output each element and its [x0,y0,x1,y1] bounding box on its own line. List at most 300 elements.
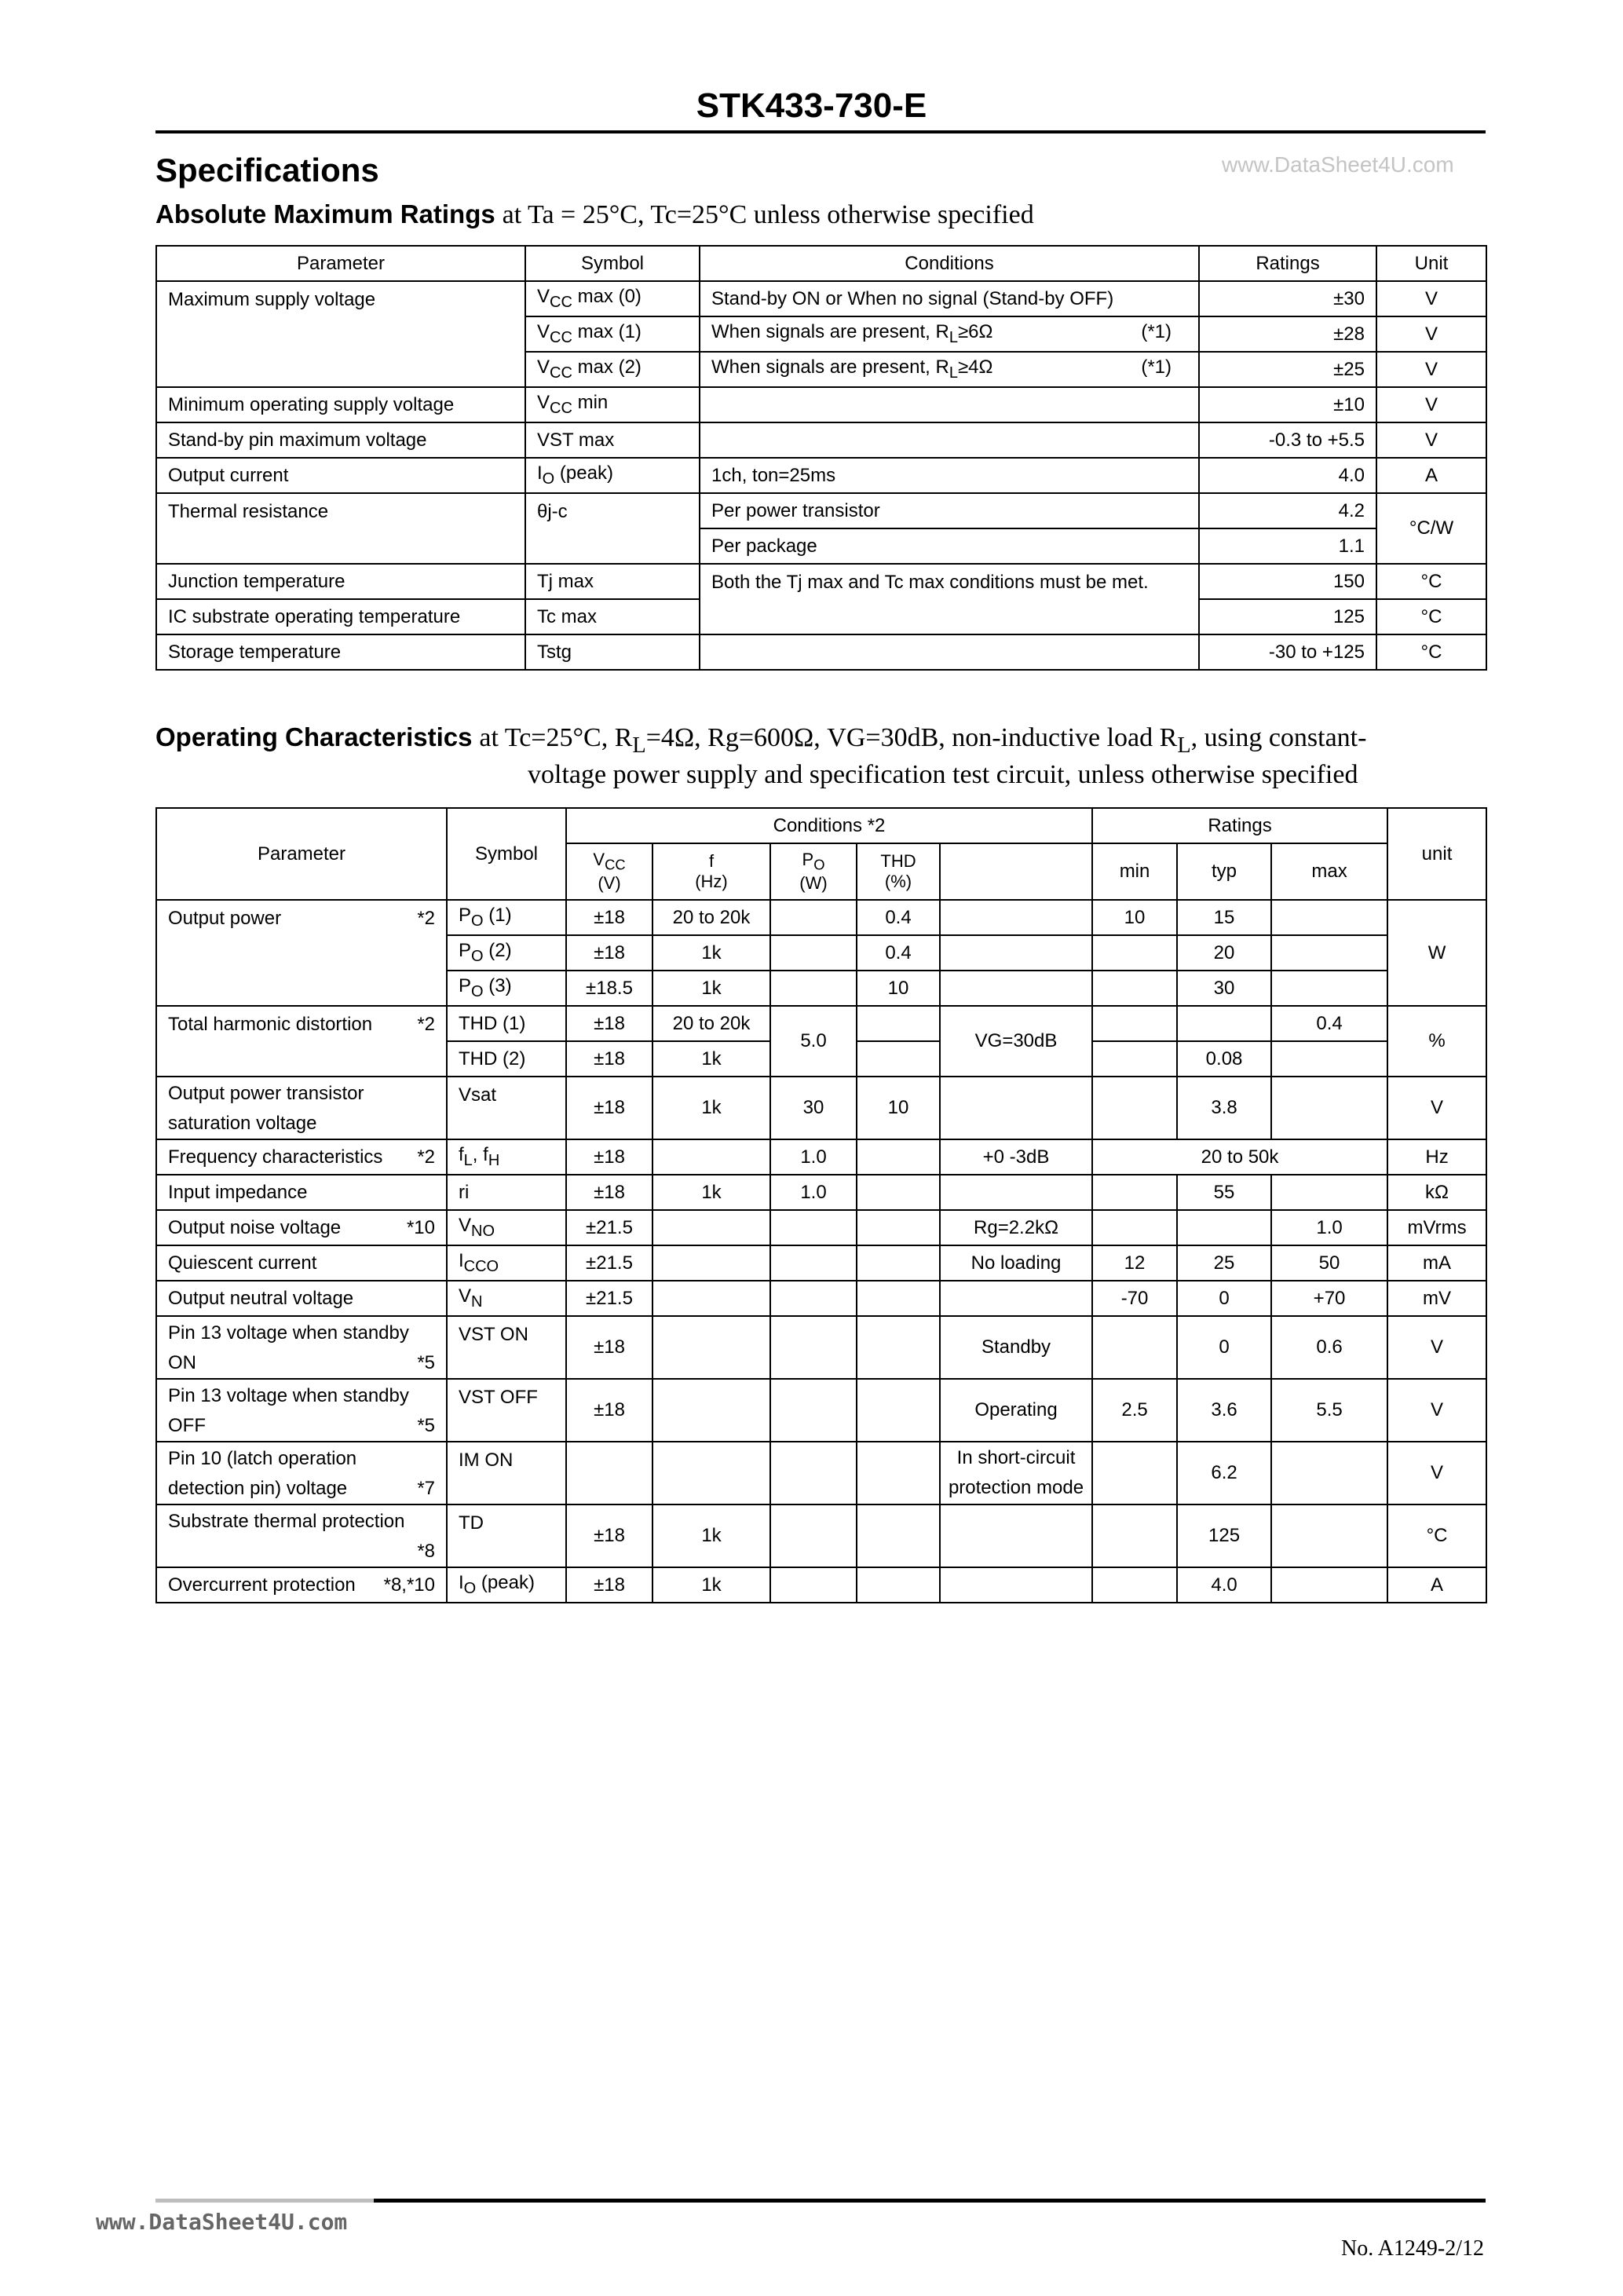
min-cell [1092,1077,1177,1139]
sym-part: THD [880,851,916,871]
thd-cell: 10 [857,971,940,1006]
footnote-ref: *2 [417,1014,435,1035]
max-cell [1271,935,1387,971]
param-cell [156,1442,447,1504]
symbol-cell: VST OFF [447,1379,566,1442]
col-header: max [1271,843,1387,900]
cond-text: protection mode [948,1477,1084,1498]
f-cell: 20 to 20k [652,1006,770,1041]
param-text: Frequency characteristics [168,1146,383,1168]
typ-cell: 3.8 [1177,1077,1271,1139]
param-cell [156,1316,447,1379]
po-cell [770,1281,857,1316]
col-header: min [1092,843,1177,900]
thd-cell [857,1442,940,1504]
col-header: Conditions [700,246,1199,281]
param-cell [156,900,447,1006]
unit-label: (V) [598,873,621,894]
table-header-row [156,808,1486,843]
po-cell: 30 [770,1077,857,1139]
symbol-cell [525,458,700,493]
unit-label: (Hz) [695,872,728,891]
f-cell: 1k [652,1077,770,1139]
param-cell: Output neutral voltage [156,1281,447,1316]
unit-label: (W) [799,873,828,894]
typ-cell: 55 [1177,1175,1271,1210]
po-cell [770,1442,857,1504]
sym-part: , f [472,1144,488,1166]
symbol-cell: VST ON [447,1316,566,1379]
unit-cell: °C [1376,634,1486,670]
vcc-cell: ±18 [566,1504,652,1567]
f-cell: 20 to 20k [652,900,770,935]
min-cell [1092,1175,1177,1210]
unit-cell: A [1376,458,1486,493]
min-cell [1092,1210,1177,1245]
sym-sub: CC [605,856,626,873]
symbol-cell [447,1139,566,1175]
table-row [156,634,1486,670]
symbol-cell: Tc max [525,599,700,634]
vcc-cell: ±18 [566,1077,652,1139]
sym-part: max (2) [572,356,642,378]
table-header-row [156,246,1486,281]
min-cell: 2.5 [1092,1379,1177,1442]
symbol-cell: Tj max [525,564,700,599]
op-char-condition-line2: voltage power supply and specification test circuit, unless otherwise specified [528,760,1358,789]
unit-cell: mV [1387,1281,1486,1316]
typ-cell: 3.6 [1177,1379,1271,1442]
abs-max-title: Absolute Maximum Ratings [155,199,495,229]
col-header: Ratings [1199,246,1376,281]
symbol-cell [447,1567,566,1603]
symbol-cell [525,316,700,352]
rating-cell: 4.2 [1199,493,1376,528]
min-cell [1092,1442,1177,1504]
sym-sub: O [471,947,484,965]
symbol-cell [447,1281,566,1316]
col-header [770,843,857,900]
sym-sub: L [463,1151,473,1169]
thd-cell [857,1379,940,1442]
max-cell [1271,1442,1387,1504]
col-header: Parameter [156,246,525,281]
cond-part: =4Ω, Rg=600Ω, VG=30dB, non-inductive load R [645,723,1178,752]
po-cell: 5.0 [770,1006,857,1077]
cond-sub: L [1177,733,1191,758]
symbol-cell [447,935,566,971]
unit-cell: mVrms [1387,1210,1486,1245]
col-header [857,843,940,900]
vcc-cell: ±18 [566,1175,652,1210]
extra-cond-cell: VG=30dB [940,1006,1092,1077]
unit-cell: V [1376,281,1486,316]
f-cell [652,1442,770,1504]
extra-cond-cell [940,1175,1092,1210]
vcc-cell: ±18 [566,1379,652,1442]
sym-part: (3) [483,975,512,997]
sym-part: V [459,1215,472,1237]
vcc-cell: ±21.5 [566,1281,652,1316]
param-cell: Thermal resistance [156,493,525,564]
vcc-cell: ±18 [566,1041,652,1077]
table-row [156,1442,1486,1504]
unit-cell: kΩ [1387,1175,1486,1210]
table-row [156,1175,1486,1210]
footnote-ref: *5 [417,1352,435,1373]
cond-cell [700,634,1199,670]
sym-part: (peak) [476,1572,535,1594]
col-header: Parameter [156,808,447,900]
sym-sub: CC [550,293,572,311]
sym-sub: CC [550,328,572,346]
cond-part: When signals are present, R [711,356,949,378]
cond-cell: Per power transistor [700,493,1199,528]
rating-cell: ±28 [1199,316,1376,352]
param-text: Overcurrent protection [168,1574,356,1596]
param-cell [156,1006,447,1077]
table-row [156,422,1486,458]
param-cell: Quiescent current [156,1245,447,1281]
symbol-cell [525,281,700,316]
po-cell [770,1316,857,1379]
footnote-ref: (*1) [1141,321,1172,343]
extra-cond-cell [940,900,1092,935]
sym-sub: NO [471,1222,495,1240]
max-cell: +70 [1271,1281,1387,1316]
col-header: Symbol [525,246,700,281]
min-cell: 10 [1092,900,1177,935]
thd-cell [857,1210,940,1245]
po-cell [770,1379,857,1442]
rating-cell: -0.3 to +5.5 [1199,422,1376,458]
unit-cell: mA [1387,1245,1486,1281]
rating-cell: 4.0 [1199,458,1376,493]
sym-part: V [459,1285,472,1307]
vcc-cell: ±18 [566,1139,652,1175]
f-cell [652,1281,770,1316]
symbol-cell: Vsat [447,1077,566,1139]
vcc-cell: ±18 [566,1006,652,1041]
max-cell: 0.4 [1271,1006,1387,1041]
table-row [156,1567,1486,1603]
f-cell [652,1139,770,1175]
footer-watermark-link[interactable]: www.DataSheet4U.com [96,2209,348,2235]
thd-cell [857,1245,940,1281]
sym-part: max (0) [572,286,642,308]
cond-cell [700,316,1199,352]
symbol-cell: θj-c [525,493,700,564]
thd-cell [857,1175,940,1210]
op-char-heading [155,722,1366,759]
param-text: Output power [168,908,282,929]
col-header: unit [1387,808,1486,900]
vcc-cell: ±18 [566,935,652,971]
section-heading: Specifications [155,152,379,188]
footnote-ref: *2 [417,1146,435,1168]
po-cell: 1.0 [770,1139,857,1175]
page-title: STK433-730-E [696,86,927,125]
unit-cell: V [1376,352,1486,387]
f-cell [652,1245,770,1281]
table-row [156,564,1486,599]
min-cell [1092,1316,1177,1379]
sym-sub: O [542,470,555,488]
vcc-cell: ±18 [566,1567,652,1603]
f-cell: 1k [652,1041,770,1077]
f-cell: 1k [652,1567,770,1603]
sym-part: P [459,905,472,927]
symbol-cell [525,387,700,422]
min-cell [1092,1504,1177,1567]
typ-cell: 125 [1177,1504,1271,1567]
param-cell: Minimum operating supply voltage [156,387,525,422]
cond-part: , using constant- [1190,723,1367,752]
param-cell [156,1210,447,1245]
extra-cond-cell: Operating [940,1379,1092,1442]
symbol-cell: VST max [525,422,700,458]
extra-cond-cell [940,1504,1092,1567]
cond-part: ≥6Ω [957,321,993,343]
vcc-cell: ±18 [566,900,652,935]
unit-cell: V [1387,1316,1486,1379]
po-cell [770,1504,857,1567]
sym-part: (1) [483,905,512,927]
rating-cell: -30 to +125 [1199,634,1376,670]
thd-cell [857,1316,940,1379]
max-cell [1271,971,1387,1006]
param-text: Output power transistor [168,1083,364,1104]
unit-cell: A [1387,1567,1486,1603]
sym-sub: O [463,1579,477,1597]
sym-part: V [537,392,550,414]
cond-sub: L [949,364,958,382]
unit-cell: V [1387,1379,1486,1442]
footnote-ref: *7 [417,1478,435,1499]
rating-cell: ±30 [1199,281,1376,316]
rating-cell: 1.1 [1199,528,1376,564]
table-row [156,1210,1486,1245]
footnote-ref: *8,*10 [383,1574,435,1596]
po-cell [770,900,857,935]
sym-part: min [572,392,609,414]
max-cell [1271,1175,1387,1210]
min-cell [1092,1041,1177,1077]
param-cell: Output current [156,458,525,493]
thd-cell [857,1567,940,1603]
col-header: Conditions *2 [566,808,1092,843]
sym-part: V [537,321,550,343]
param-cell [156,1379,447,1442]
footnote-ref: *8 [417,1541,435,1562]
table-row [156,1139,1486,1175]
typ-cell: 4.0 [1177,1567,1271,1603]
max-cell [1271,1041,1387,1077]
sym-part: V [593,849,605,869]
thd-cell [857,1006,940,1041]
param-text: saturation voltage [168,1113,317,1134]
col-header [940,843,1092,900]
typ-cell: 30 [1177,971,1271,1006]
po-cell [770,1210,857,1245]
param-text: OFF [168,1415,206,1436]
table-row [156,281,1486,316]
vcc-cell: ±21.5 [566,1245,652,1281]
extra-cond-cell: Rg=2.2kΩ [940,1210,1092,1245]
unit-cell: V [1376,422,1486,458]
extra-cond-cell: Standby [940,1316,1092,1379]
sym-part: I [537,462,543,484]
cond-part: at Tc=25°C, R [479,723,633,752]
max-cell: 50 [1271,1245,1387,1281]
col-header [566,843,652,900]
typ-cell: 25 [1177,1245,1271,1281]
min-cell [1092,935,1177,971]
sym-sub: H [488,1151,500,1169]
symbol-cell: THD (2) [447,1041,566,1077]
symbol-cell: ri [447,1175,566,1210]
thd-cell [857,1139,940,1175]
unit-label: (%) [884,872,912,891]
watermark-link[interactable]: www.DataSheet4U.com [1222,152,1454,177]
col-header: Unit [1376,246,1486,281]
cond-cell [700,422,1199,458]
typ-cell: 20 [1177,935,1271,971]
sym-sub: CCO [463,1257,499,1275]
cond-cell: Per package [700,528,1199,564]
col-header: Symbol [447,808,566,900]
param-cell: Maximum supply voltage [156,281,525,387]
po-cell [770,935,857,971]
table-row [156,493,1486,528]
param-cell: Storage temperature [156,634,525,670]
op-char-table [155,807,1487,1603]
sym-sub: N [471,1292,483,1311]
param-cell: Input impedance [156,1175,447,1210]
table-row [156,1281,1486,1316]
min-cell [1092,971,1177,1006]
param-text: Pin 13 voltage when standby [168,1322,409,1344]
symbol-cell: Tstg [525,634,700,670]
min-cell: 12 [1092,1245,1177,1281]
vcc-cell: ±18.5 [566,971,652,1006]
symbol-cell [447,1245,566,1281]
f-cell: 1k [652,971,770,1006]
min-cell [1092,1006,1177,1041]
param-text: Total harmonic distortion [168,1014,373,1035]
sym-part: P [459,940,472,962]
title-rule [155,130,1486,133]
thd-cell: 10 [857,1077,940,1139]
min-cell: -70 [1092,1281,1177,1316]
cond-cell: Stand-by ON or When no signal (Stand-by OFF) [700,281,1199,316]
vcc-cell: ±18 [566,1316,652,1379]
rating-cell: 125 [1199,599,1376,634]
cond-cell [700,387,1199,422]
table-row [156,900,1486,935]
sym-part: I [459,1250,464,1272]
thd-cell [857,1041,940,1077]
table-row [156,1379,1486,1442]
sym-part: I [459,1572,464,1594]
f-cell: 1k [652,1504,770,1567]
sym-part: P [802,849,814,869]
document-number: No. A1249-2/12 [1341,2236,1484,2261]
max-cell [1271,1077,1387,1139]
unit-cell: V [1387,1442,1486,1504]
f-cell [652,1379,770,1442]
sym-sub: O [813,856,825,873]
footnote-ref: *10 [406,1216,435,1238]
max-cell [1271,1567,1387,1603]
symbol-cell: THD (1) [447,1006,566,1041]
unit-cell: V [1376,316,1486,352]
sym-sub: O [471,982,484,1000]
unit-cell: W [1387,900,1486,1006]
col-header: Ratings [1092,808,1387,843]
symbol-cell [525,352,700,387]
param-cell: Junction temperature [156,564,525,599]
sym-part: f [459,1144,464,1166]
extra-cond-cell [940,1281,1092,1316]
sym-part: (peak) [554,462,613,484]
po-cell: 1.0 [770,1175,857,1210]
po-cell [770,971,857,1006]
f-cell: 1k [652,935,770,971]
sym-sub: CC [550,399,572,417]
table-row [156,387,1486,422]
thd-cell [857,1281,940,1316]
param-cell [156,1504,447,1567]
param-cell [156,1567,447,1603]
footer-rule-gray [155,2199,374,2203]
vcc-cell: ±21.5 [566,1210,652,1245]
footer-rule [374,2199,1486,2203]
col-header: typ [1177,843,1271,900]
po-cell [770,1567,857,1603]
abs-max-condition: at Ta = 25°C, Tc=25°C unless otherwise specified [502,200,1034,229]
cond-sub: L [632,733,646,758]
cond-cell: Both the Tj max and Tc max conditions must be met. [700,564,1199,634]
typ-cell [1177,1210,1271,1245]
thd-cell [857,1504,940,1567]
extra-cond-cell: No loading [940,1245,1092,1281]
sym-part: (2) [483,940,512,962]
max-cell: 0.6 [1271,1316,1387,1379]
unit-cell: Hz [1387,1139,1486,1175]
rating-cell: 150 [1199,564,1376,599]
extra-cond-cell [940,1077,1092,1139]
min-cell [1092,1567,1177,1603]
op-char-title: Operating Characteristics [155,722,473,751]
table-row [156,458,1486,493]
sym-part: f [708,851,715,871]
typ-cell: 0 [1177,1316,1271,1379]
sym-sub: O [471,912,484,930]
typ-cell: 0.08 [1177,1041,1271,1077]
param-cell [156,1139,447,1175]
max-cell [1271,1504,1387,1567]
extra-cond-cell [940,935,1092,971]
extra-cond-cell: +0 -3dB [940,1139,1092,1175]
param-cell: IC substrate operating temperature [156,599,525,634]
cond-cell: 1ch, ton=25ms [700,458,1199,493]
thd-cell: 0.4 [857,900,940,935]
typ-cell: 0 [1177,1281,1271,1316]
cond-sub: L [949,328,958,346]
sym-sub: CC [550,364,572,382]
po-cell [770,1245,857,1281]
